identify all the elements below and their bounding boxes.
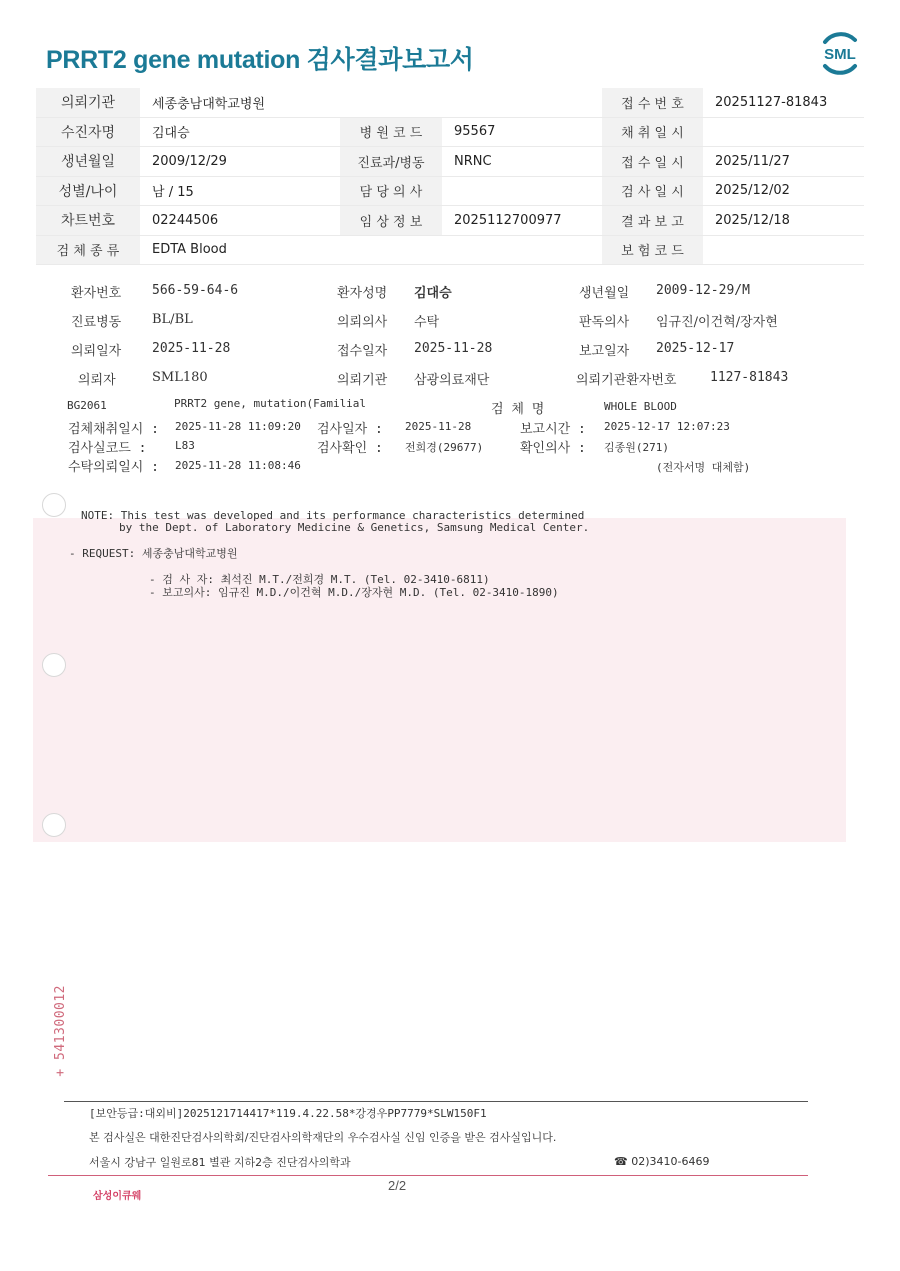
- clinical-value: 2025112700977: [442, 206, 602, 236]
- report-time-label: 보고시간 :: [520, 422, 586, 437]
- footer-top-rule: [64, 1101, 808, 1102]
- patient-value: 김대승: [140, 117, 340, 147]
- header-row: [36, 206, 864, 236]
- note-line-2: by the Dept. of Laboratory Medicine & Genetics, Samsung Medical Center.: [119, 521, 590, 534]
- header-row: [36, 117, 864, 147]
- ward-label: 진료병동: [71, 315, 122, 330]
- clinical-label: 임 상 정 보: [340, 206, 442, 236]
- tester-line: - 검 사 자: 최석진 M.T./전희경 M.T. (Tel. 02-3410-6811): [149, 573, 490, 586]
- rep-date-value: 2025-12-17: [656, 341, 735, 356]
- req-date-value: 2025-11-28: [152, 341, 231, 356]
- report-value: 2025/12/18: [703, 206, 864, 236]
- consign-label: 수탁의뢰일시 :: [68, 460, 160, 475]
- security-line: [보안등급:대외비]2025121714417*119.4.22.58*강경우PP7779*SLW150F1: [89, 1107, 487, 1120]
- scan-birth-value: 2009-12-29/M: [656, 283, 750, 298]
- reading-label: 판독의사: [579, 315, 630, 330]
- receipt-date-label: 접 수 일 시: [602, 147, 703, 177]
- test-date-label: 검 사 일 시: [602, 176, 703, 206]
- confirm-doctor-label: 확인의사 :: [520, 441, 586, 456]
- vertical-serial-number: + 541300012: [53, 985, 68, 1077]
- institution-label: 의뢰기관: [36, 88, 140, 117]
- esign-note: (전자서명 대체함): [656, 461, 751, 474]
- punch-hole: [42, 493, 66, 517]
- brand-mark: 삼성이큐웨: [93, 1191, 142, 1202]
- report-label: 결 과 보 고: [602, 206, 703, 236]
- header-info-table: [36, 88, 864, 265]
- req-doctor-label: 의뢰의사: [337, 315, 388, 330]
- requester-label: 의뢰자: [78, 373, 116, 388]
- patient-no-value: 566-59-64-6: [152, 283, 239, 298]
- req-inst-value: 삼광의료재단: [414, 373, 490, 388]
- certification-line: 본 검사실은 대한진단검사의학회/진단검사의학재단의 우수검사실 신임 인증을 받은 검사실입니다.: [89, 1131, 557, 1144]
- chart-label: 차트번호: [36, 206, 140, 236]
- specimen-label: 검 체 종 류: [36, 235, 140, 265]
- confirm-doctor-value: 김종원(271): [604, 441, 669, 454]
- collect-label: 검체채취일시 :: [68, 422, 160, 437]
- specimen-value: EDTA Blood: [140, 235, 602, 265]
- scan-test-date-value: 2025-11-28: [405, 420, 472, 433]
- inst-no-value: 1127-81843: [710, 370, 789, 385]
- institution-value: 세종충남대학교병원: [140, 88, 602, 117]
- collection-date-label: 채 취 일 시: [602, 117, 703, 147]
- logo-text: SML: [824, 46, 856, 63]
- reporter-line: - 보고의사: 임규진 M.D./이건혁 M.D./장자현 M.D. (Tel. 02-3410-1890): [149, 586, 559, 599]
- collection-date-value: [703, 117, 864, 147]
- consign-value: 2025-11-28 11:08:46: [175, 459, 301, 472]
- reading-value: 임규진/이건혁/장자현: [656, 315, 778, 330]
- dept-value: NRNC: [442, 147, 602, 177]
- patient-name-value: 김대승: [414, 286, 452, 301]
- sex-age-value: 남 / 15: [140, 176, 340, 206]
- report-time-value: 2025-12-17 12:07:23: [604, 420, 730, 433]
- dept-label: 진료과/병동: [340, 147, 442, 177]
- page-number: 2/2: [388, 1178, 407, 1193]
- header-row: [36, 235, 864, 265]
- header-row: [36, 147, 864, 177]
- receipt-date-value: 2025/11/27: [703, 147, 864, 177]
- phone-line: ☎ 02)3410-6469: [614, 1155, 710, 1168]
- specimen-name-value: WHOLE BLOOD: [604, 400, 677, 413]
- ward-value: BL/BL: [152, 312, 193, 327]
- footer-bottom-rule: [48, 1175, 808, 1176]
- note-line-1: NOTE: This test was developed and its performance characteristics determined: [81, 509, 585, 522]
- patient-no-label: 환자번호: [71, 286, 122, 301]
- insurance-value: [703, 235, 864, 265]
- scan-test-date-label: 검사일자 :: [317, 422, 383, 437]
- requester-value: SML180: [152, 370, 208, 385]
- confirm-label: 검사확인 :: [317, 441, 383, 456]
- hospital-code-value: 95567: [442, 117, 602, 147]
- req-date-label: 의뢰일자: [71, 344, 122, 359]
- req-inst-label: 의뢰기관: [337, 373, 388, 388]
- birth-value: 2009/12/29: [140, 147, 340, 177]
- test-name: PRRT2 gene, mutation(Familial: [174, 397, 367, 410]
- patient-name-label: 환자성명: [337, 286, 388, 301]
- doctor-value: [442, 176, 602, 206]
- header-row: [36, 176, 864, 206]
- inst-no-label: 의뢰기관환자번호: [576, 373, 677, 388]
- rec-date-label: 접수일자: [337, 344, 388, 359]
- sex-age-label: 성별/나이: [36, 176, 140, 206]
- specimen-name-label: 검 체 명: [491, 402, 545, 417]
- insurance-label: 보 험 코 드: [602, 235, 703, 265]
- request-line: - REQUEST: 세종충남대학교병원: [69, 547, 238, 560]
- req-doctor-value: 수탁: [414, 315, 440, 330]
- lab-code-value: L83: [175, 439, 195, 452]
- birth-label: 생년월일: [36, 147, 140, 177]
- test-date-value: 2025/12/02: [703, 176, 864, 206]
- patient-label: 수진자명: [36, 117, 140, 147]
- header-row: [36, 88, 864, 117]
- rec-date-value: 2025-11-28: [414, 341, 493, 356]
- punch-hole: [42, 813, 66, 837]
- report-title: PRRT2 gene mutation 검사결과보고서: [46, 46, 474, 74]
- rep-date-label: 보고일자: [579, 344, 630, 359]
- chart-value: 02244506: [140, 206, 340, 236]
- receipt-no-value: 20251127-81843: [703, 88, 864, 117]
- hospital-code-label: 병 원 코 드: [340, 117, 442, 147]
- doctor-label: 담 당 의 사: [340, 176, 442, 206]
- pink-paper-background: [33, 518, 846, 842]
- punch-hole: [42, 653, 66, 677]
- collect-value: 2025-11-28 11:09:20: [175, 420, 301, 433]
- sml-logo: [815, 28, 865, 78]
- receipt-no-label: 접 수 번 호: [602, 88, 703, 117]
- test-code: BG2061: [67, 399, 107, 412]
- confirm-value: 전희경(29677): [405, 441, 484, 454]
- scan-birth-label: 생년월일: [579, 286, 630, 301]
- lab-code-label: 검사실코드 :: [68, 441, 147, 456]
- address-line: 서울시 강남구 일원로81 별관 지하2층 진단검사의학과: [89, 1156, 351, 1169]
